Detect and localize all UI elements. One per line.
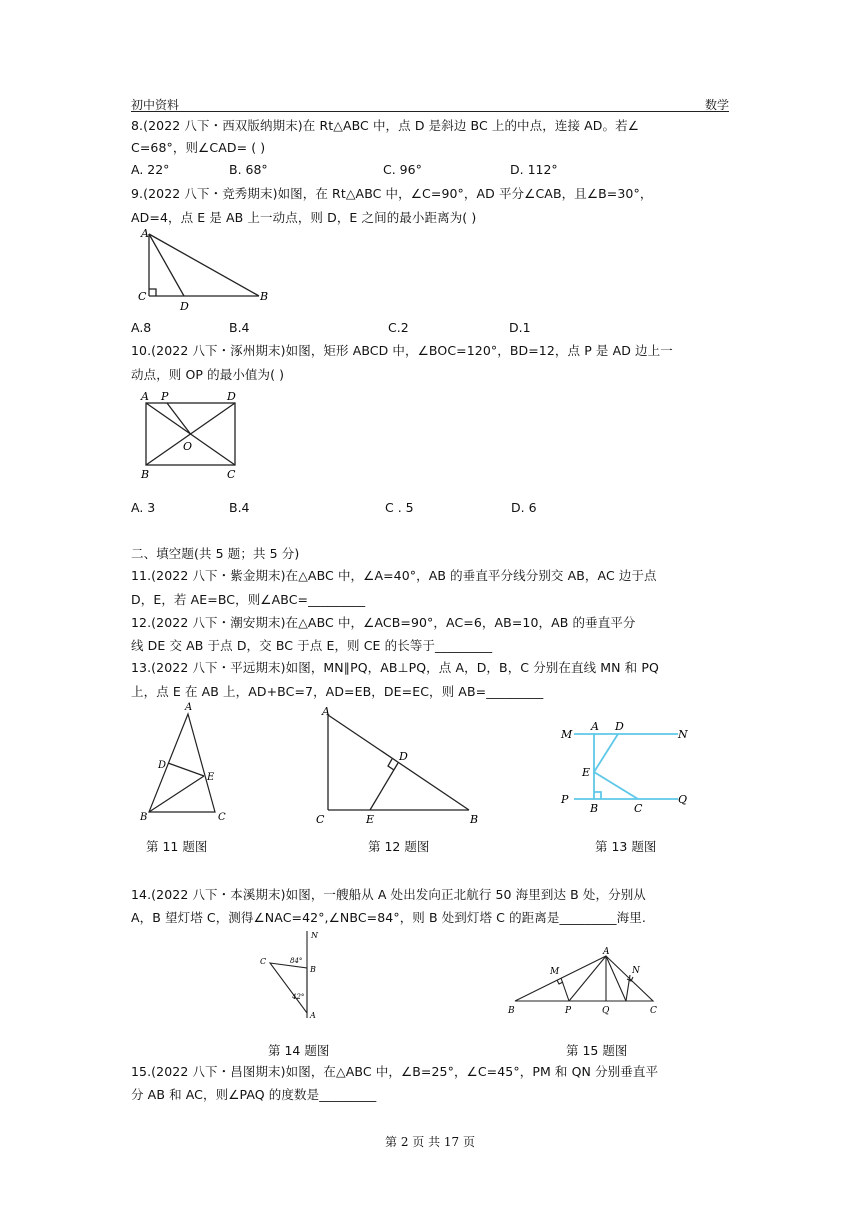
q9-option-c: C.2 [388,320,409,335]
q14-label-42: 42° [292,993,305,1001]
q9-label-d: D [180,300,189,313]
q11-label-e: E [207,772,215,783]
q9-label-a: A [141,227,149,240]
q14-label-b: B [310,965,316,974]
section-title: 二、填空题(共 5 题；共 5 分) [131,546,300,561]
q13-label-q: Q [678,793,688,806]
q8-option-b: B. 68° [229,162,268,177]
q9-label-c: C [138,290,147,303]
q12-label-d: D [399,750,408,763]
q15-line1: 15.(2022 八下・昌图期末)如图，在△ABC 中，∠B=25°，∠C=45°，PM 和 QN 分别垂直平 [131,1064,659,1079]
q14-label-a: A [310,1011,316,1020]
q11-line2: D，E，若 AE=BC，则∠ABC=_________ [131,592,366,607]
q12-label-a: A [322,705,330,718]
q10-label-b: B [141,468,150,481]
q13-label-n: N [678,728,688,741]
q11-label-b: B [140,812,148,823]
q11-label-a: A [185,702,193,713]
q10-option-b: B.4 [229,500,250,515]
q13-figure [558,718,698,814]
q14-line1: 14.(2022 八下・本溪期末)如图，一艘船从 A 处出发向正北航行 50 海里到达 B 处，分别从 [131,887,646,902]
q14-label-84: 84° [290,957,303,965]
q9-line2: AD=4，点 E 是 AB 上一动点，则 D，E 之间的最小距离为( ) [131,210,477,225]
q15-caption: 第 15 题图 [566,1043,628,1058]
q14-label-c: C [260,957,267,966]
q9-line1: 9.(2022 八下・竞秀期末)如图，在 Rt△ABC 中，∠C=90°，AD 平分∠CAB，且∠B=30°， [131,186,653,201]
q13-line1: 13.(2022 八下・平远期末)如图，MN∥PQ，AB⊥PQ，点 A，D，B，C 分别在直线 MN 和 PQ [131,660,659,675]
q15-line2: 分 AB 和 AC，则∠PAQ 的度数是_________ [131,1087,377,1102]
q11-label-d: D [158,760,167,771]
q10-option-a: A. 3 [131,500,156,515]
q10-label-c: C [227,468,236,481]
q12-label-c: C [316,813,325,826]
q15-label-c: C [650,1006,657,1016]
q11-figure [136,700,236,828]
q10-line1: 10.(2022 八下・涿州期末)如图，矩形 ABCD 中，∠BOC=120°，BD=12，点 P 是 AD 边上一 [131,343,673,358]
q13-line2: 上，点 E 在 AB 上，AD+BC=7，AD=EB，DE=EC，则 AB=_________ [131,684,544,699]
q8-option-a: A. 22° [131,162,170,177]
page-footer: 第 2 页 共 17 页 [385,1135,475,1149]
q10-option-c: C . 5 [385,500,414,515]
q14-line2: A，B 望灯塔 C，测得∠NAC=42°,∠NBC=84°，则 B 处到灯塔 C 的距离是_________海里. [131,910,646,925]
q12-line2: 线 DE 交 AB 于点 D，交 BC 于点 E，则 CE 的长等于_________ [131,638,493,653]
q8-option-c: C. 96° [383,162,422,177]
header-rule [131,111,729,112]
q10-label-p: P [161,390,169,403]
q14-caption: 第 14 题图 [268,1043,330,1058]
q14-label-n: N [311,931,318,940]
q10-label-a: A [141,390,149,403]
q10-option-d: D. 6 [511,500,537,515]
q12-label-b: B [470,813,479,826]
q13-label-b: B [590,802,599,814]
q12-line1: 12.(2022 八下・潮安期末)在△ABC 中，∠ACB=90°，AC=6，AB=10，AB 的垂直平分 [131,615,636,630]
header-right: 数学 [704,98,729,112]
q12-figure [314,700,489,830]
q9-option-a: A.8 [131,320,152,335]
q8-option-d: D. 112° [510,162,558,177]
q9-option-d: D.1 [509,320,531,335]
q14-figure [252,926,332,1026]
q15-label-q: Q [602,1006,610,1016]
q13-label-p: P [561,793,569,806]
q15-label-a: A [603,947,610,957]
q9-figure [131,226,281,316]
q8-line2: C=68°，则∠CAD= ( ) [131,140,266,155]
q13-label-e: E [582,766,591,779]
q10-label-o: O [183,440,193,453]
q15-label-b: B [508,1006,515,1016]
q10-label-d: D [227,390,236,403]
q9-option-b: B.4 [229,320,250,335]
q15-label-p: P [565,1006,572,1016]
q13-label-c: C [634,802,643,814]
q11-label-c: C [218,812,226,823]
q8-line1: 8.(2022 八下・西双版纳期末)在 Rt△ABC 中，点 D 是斜边 BC 上的中点，连接 AD。若∠ [131,118,640,133]
q11-line1: 11.(2022 八下・紫金期末)在△ABC 中，∠A=40°，AB 的垂直平分线分别交 AB，AC 边于点 [131,568,657,583]
q9-label-b: B [260,290,269,303]
q12-caption: 第 12 题图 [368,839,430,854]
q10-line2: 动点，则 OP 的最小值为( ) [131,367,285,382]
header-left: 初中资料 [131,98,180,112]
q13-label-m: M [561,728,573,741]
q15-label-n: N [632,966,640,976]
q13-label-a: A [591,720,599,733]
q15-label-m: M [550,967,560,977]
q15-figure [502,946,662,1018]
q12-label-e: E [366,813,375,826]
q11-caption: 第 11 题图 [146,839,208,854]
q13-caption: 第 13 题图 [595,839,657,854]
q13-label-d: D [615,720,624,733]
q10-figure [131,388,251,484]
